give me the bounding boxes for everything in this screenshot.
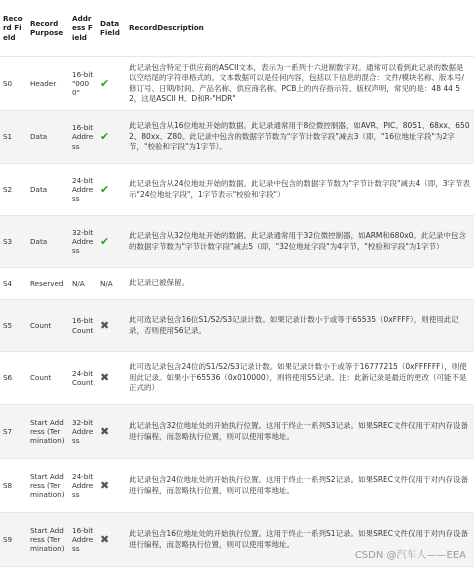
address-field-cell: 24-bit Count	[69, 352, 97, 405]
record-purpose-cell: Start Address (Termination)	[27, 459, 69, 513]
record-field-cell: S7	[0, 405, 27, 459]
record-purpose-cell: Count	[27, 352, 69, 405]
record-purpose-cell: Data	[27, 216, 69, 268]
table-row	[0, 164, 474, 216]
record-field-cell: S3	[0, 216, 27, 268]
check-icon: ✔	[97, 111, 126, 164]
table-row	[0, 300, 474, 352]
table-row	[0, 57, 474, 111]
record-description-cell: 此可选记录包含24位的S1/S2/S3记录计数。如果记录计数小于或等于16777215（0xFFFFFF），则使用此记录。如果小于65536（0x010000），则将使用S5记录。注：此新记录是最近的更改（可能不是正式的）	[126, 352, 474, 405]
record-field-cell: S2	[0, 164, 27, 216]
record-field-cell: S8	[0, 459, 27, 513]
record-field-cell: S5	[0, 300, 27, 352]
check-icon: ✔	[97, 57, 126, 111]
record-description-cell: 此可选记录包含16位S1/S2/S3记录计数。如果记录计数小于或等于65535（0xFFFF），则使用此记录，否则使用S6记录。	[126, 300, 474, 352]
address-field-cell: 16-bit Count	[69, 300, 97, 352]
record-field-cell: S1	[0, 111, 27, 164]
record-field-cell: S6	[0, 352, 27, 405]
check-icon: ✔	[97, 216, 126, 268]
header-address-field: Address Field	[69, 0, 97, 57]
csdn-watermark: CSDN @汽车人——EEA	[354, 550, 466, 561]
address-field-cell: 32-bit Address	[69, 405, 97, 459]
address-field-cell: N/A	[69, 268, 97, 300]
address-field-cell: 24-bit Address	[69, 459, 97, 513]
header-record-description: RecordDescription	[126, 0, 474, 57]
address-field-cell: 16-bit Address	[69, 513, 97, 567]
cross-icon: ✖	[97, 352, 126, 405]
table-header-row	[0, 0, 474, 57]
record-description-cell: 此记录包含从32位地址开始的数据。此记录通常用于32位微控制器，如ARM和680x0。此记录中包含的数据字节数为"字节计数字段"减去5（即，"32位地址字段"为4字节，"校验和字段"为1字节）	[126, 216, 474, 268]
address-field-cell: 16-bit "0000"	[69, 57, 97, 111]
record-field-cell: S4	[0, 268, 27, 300]
record-purpose-cell: Reserved	[27, 268, 69, 300]
check-icon: ✔	[97, 164, 126, 216]
record-description-cell: 此记录包含从24位地址开始的数据。此记录中包含的数据字节数为"字节计数字段"减去4（即，3字节表示"24位地址字段"，1字节表示"校验和字段"）	[126, 164, 474, 216]
record-purpose-cell: Start Address (Termination)	[27, 405, 69, 459]
address-field-cell: 16-bit Address	[69, 111, 97, 164]
record-purpose-cell: Start Address (Termination)	[27, 513, 69, 567]
data-field-cell: N/A	[97, 268, 126, 300]
record-description-cell: 此记录包含16位地址处的开始执行位置。这用于终止一系列S1记录。如果SREC文件仅用于对内存设备进行编程，而忽略执行位置，则可以使用零地址。	[126, 513, 474, 567]
table-row	[0, 111, 474, 164]
cross-icon: ✖	[97, 300, 126, 352]
table-row	[0, 459, 474, 513]
record-description-cell: 此记录包含从16位地址开始的数据。此记录通常用于8位微控制器，如AVR、PIC、8051、68xx、6502、80xx、Z80。此记录中包含的数据字节数为"字节计数字段"减去3（即，"16位地址字段"为2字节，"校验和字段"为1字节）。	[126, 111, 474, 164]
record-purpose-cell: Count	[27, 300, 69, 352]
table-row	[0, 352, 474, 405]
record-description-cell: 此记录包含32位地址处的开始执行位置。这用于终止一系列S3记录。如果SREC文件仅用于对内存设备进行编程，而忽略执行位置，则可以使用零地址。	[126, 405, 474, 459]
record-description-cell: 此记录已被保留。	[126, 268, 474, 300]
record-field-cell: S0	[0, 57, 27, 111]
table-row	[0, 268, 474, 300]
record-purpose-cell: Data	[27, 111, 69, 164]
address-field-cell: 24-bit Address	[69, 164, 97, 216]
cross-icon: ✖	[97, 459, 126, 513]
record-description-cell: 此记录包含特定于供应商的ASCII文本，表示为一系列十六进制数字对。通常可以看到此记录的数据是以空结尾的字符串格式的。文本数据可以是任何内容，包括以下信息的混合：文件/模块名称、版本号/修订号、日期/时间、产品名称、供应商名称、PCB上的内存指示符、版权声明，常见的是：48 44 52，这是ASCII H、D和R-"HDR"	[126, 57, 474, 111]
table-row	[0, 216, 474, 268]
record-description-cell: 此记录包含24位地址处的开始执行位置。这用于终止一系列S2记录。如果SREC文件仅用于对内存设备进行编程，而忽略执行位置，则可以使用零地址。	[126, 459, 474, 513]
cross-icon: ✖	[97, 405, 126, 459]
header-record-field: Record Field	[0, 0, 27, 57]
header-record-purpose: Record Purpose	[27, 0, 69, 57]
header-data-field: Data Field	[97, 0, 126, 57]
table-row	[0, 405, 474, 459]
record-field-cell: S9	[0, 513, 27, 567]
record-purpose-cell: Data	[27, 164, 69, 216]
address-field-cell: 32-bit Address	[69, 216, 97, 268]
cross-icon: ✖	[97, 513, 126, 567]
record-purpose-cell: Header	[27, 57, 69, 111]
